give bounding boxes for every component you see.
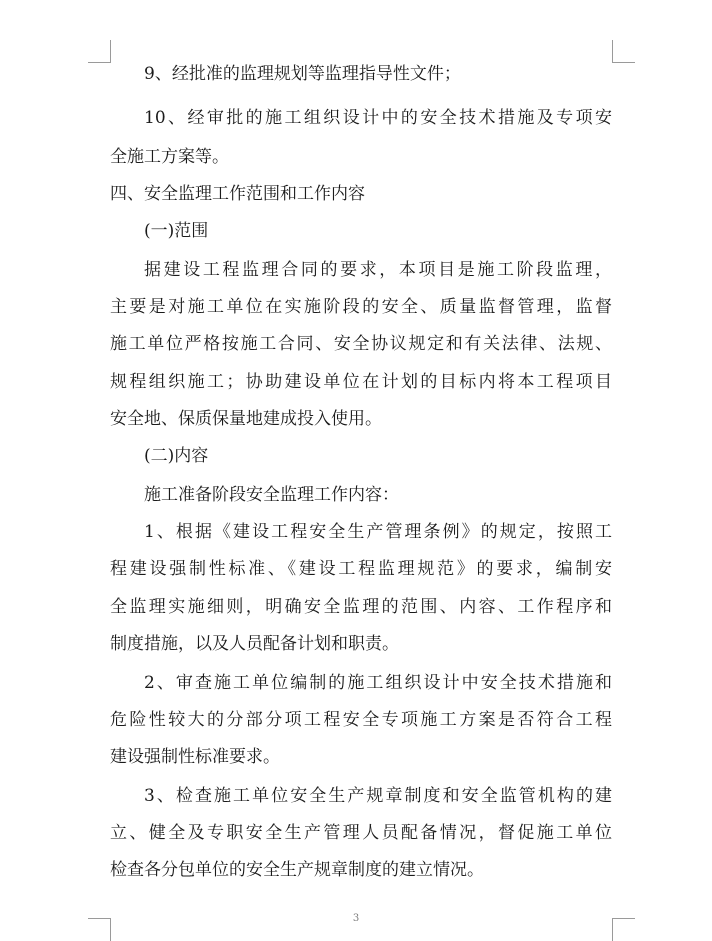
subheading-content: (二)内容 bbox=[144, 446, 209, 466]
item-1-line-3: 全监理实施细则，明确安全监理的范围、内容、工作程序和 bbox=[110, 597, 612, 617]
scope-paragraph-line-2: 主要是对施工单位在实施阶段的安全、质量监督管理，监督 bbox=[110, 297, 612, 317]
item-10-line-2: 全施工方案等。 bbox=[110, 147, 229, 167]
item-3-line-2: 立、健全及专职安全生产管理人员配备情况，督促施工单位 bbox=[110, 823, 612, 843]
item-3-line-1: 3、检查施工单位安全生产规章制度和安全监管机构的建 bbox=[144, 786, 612, 806]
item-2-line-2: 危险性较大的分部分项工程安全专项施工方案是否符合工程 bbox=[110, 710, 612, 730]
section-heading: 四、安全监理工作范围和工作内容 bbox=[110, 184, 365, 204]
crop-mark-top-left bbox=[88, 40, 111, 63]
item-1-line-2: 程建设强制性标准、《建设工程监理规范》的要求，编制安 bbox=[110, 559, 612, 579]
item-2-line-1: 2、审查施工单位编制的施工组织设计中安全技术措施和 bbox=[144, 673, 612, 693]
scope-paragraph-line-4: 规程组织施工；协助建设单位在计划的目标内将本工程项目 bbox=[110, 372, 612, 392]
item-10-line-1: 10、经审批的施工组织设计中的安全技术措施及专项安 bbox=[144, 108, 612, 128]
content-intro: 施工准备阶段安全监理工作内容： bbox=[144, 485, 399, 505]
scope-paragraph-line-1: 据建设工程监理合同的要求，本项目是施工阶段监理， bbox=[144, 260, 612, 280]
scope-paragraph-line-3: 施工单位严格按施工合同、安全协议规定和有关法律、法规、 bbox=[110, 334, 612, 354]
item-3-line-3: 检查各分包单位的安全生产规章制度的建立情况。 bbox=[110, 860, 484, 880]
scope-paragraph-line-5: 安全地、保质保量地建成投入使用。 bbox=[110, 409, 382, 429]
subheading-scope: (一)范围 bbox=[144, 221, 209, 241]
crop-mark-top-right bbox=[612, 40, 635, 63]
item-1-line-1: 1、根据《建设工程安全生产管理条例》的规定，按照工 bbox=[144, 522, 612, 542]
page-number: 3 bbox=[352, 913, 360, 924]
item-1-line-4: 制度措施，以及人员配备计划和职责。 bbox=[110, 634, 399, 654]
item-9-line: 9、经批准的监理规划等监理指导性文件； bbox=[144, 64, 461, 84]
item-2-line-3: 建设强制性标准要求。 bbox=[110, 747, 280, 767]
